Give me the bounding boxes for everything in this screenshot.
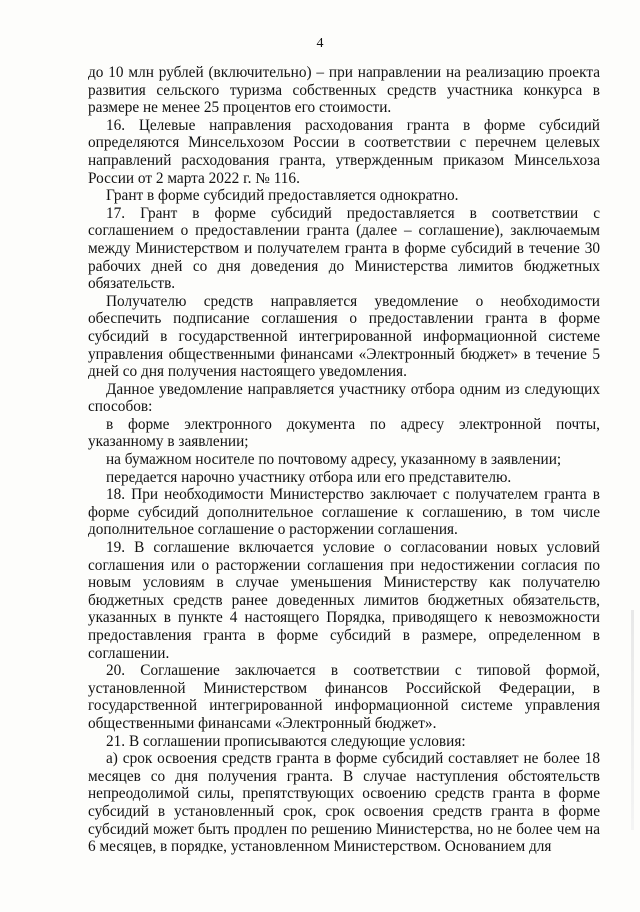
document-body <box>88 64 600 856</box>
paragraph: а) срок освоения средств гранта в форме субсидий составляет не более 18 месяцев со дня получения гранта. В случае наступления обстоятельств непреодолимой силы, препятствующих освоению средств гранта в форме субсидий в установленный срок, срок освоения средств гранта в форме субсидий может быть продлен по решению Министерства, но не более чем на 6 месяцев, в порядке, установленном Министерством. Основанием для <box>88 750 600 856</box>
paragraph: передается нарочно участнику отбора или его представителю. <box>106 468 512 486</box>
paragraph: 20. Соглашение заключается в соответствии с типовой формой, установленной Министерством финансов Российской Федерации, в государственной интегрированной информационной системе управления общественными финансами «Электронный бюджет». <box>88 662 600 732</box>
paragraph: 16. Целевые направления расходования гранта в форме субсидий определяются Минсельхозом России в соответствии с перечнем целевых направлений расходования гранта, утвержденным приказом Минсельхоза России от 2 марта 2022 г. № 116. <box>88 116 600 187</box>
scan-edge-shadow <box>631 610 634 830</box>
paragraph: на бумажном носителе по почтовому адресу, указанному в заявлении; <box>106 451 562 469</box>
paragraph: в форме электронного документа по адресу электронной почты, указанному в заявлении; <box>88 415 600 451</box>
paragraph: до 10 млн рублей (включительно) – при направлении на реализацию проекта развития сельского туризма собственных средств участника конкурса в размере не менее 25 процентов его стоимости. <box>88 64 600 117</box>
paragraph: 21. В соглашении прописываются следующие условия: <box>106 732 466 750</box>
paragraph: Получателю средств направляется уведомление о необходимости обеспечить подписание соглашения о предоставлении гранта в форме субсидий в государственной интегрированной информационной системе управления общественными финансами «Электронный бюджет» в течение 5 дней со дня получения настоящего уведомления. <box>88 292 600 381</box>
paragraph: Данное уведомление направляется участнику отбора одним из следующих способов: <box>88 380 600 416</box>
page-number: 4 <box>316 36 324 51</box>
paragraph: 19. В соглашение включается условие о согласовании новых условий соглашения или о расторжении соглашения при недостижении согласия по новым условиям в случае уменьшения Министерству как получателю бюджетных средств ранее доведенных лимитов бюджетных обязательств, указанных в пункте 4 настоящего Порядка, приводящего к невозможности предоставления гранта в форме субсидий в размере, определенном в соглашении. <box>88 539 600 662</box>
paragraph: 17. Грант в форме субсидий предоставляется в соответствии с соглашением о предоставлении гранта (далее – соглашение), заключаемым между Министерством и получателем гранта в форме субсидий в течение 30 рабочих дней со дня доведения до Министерства лимитов бюджетных обязательств. <box>88 204 600 293</box>
paragraph: Грант в форме субсидий предоставляется однократно. <box>106 187 459 205</box>
paragraph: 18. При необходимости Министерство заключает с получателем гранта в форме субсидий дополнительное соглашение к соглашению, в том числе дополнительное соглашение о расторжении соглашения. <box>88 486 600 539</box>
